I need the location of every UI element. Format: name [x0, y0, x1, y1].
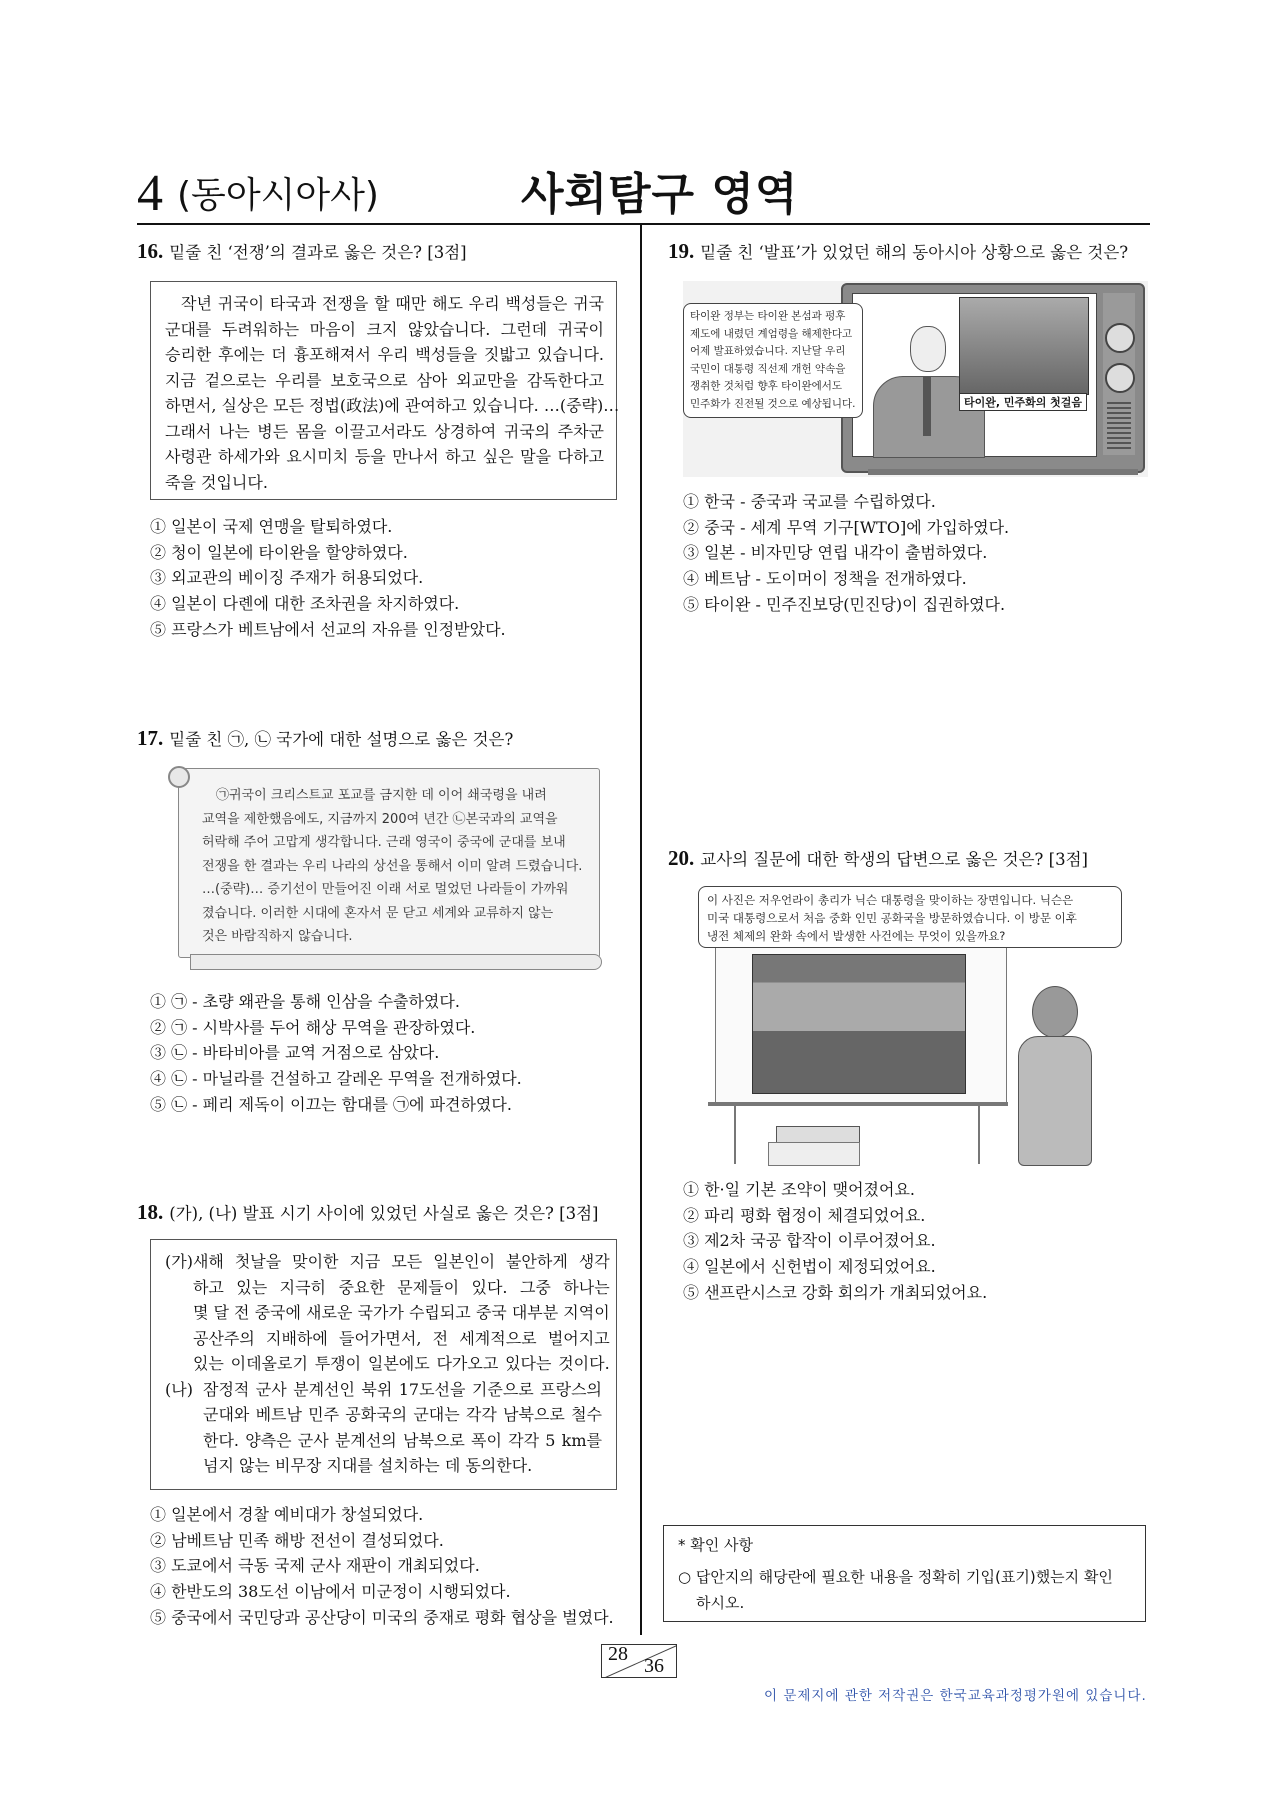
passage-line: 죽을 것입니다. [165, 472, 268, 492]
choice-1[interactable]: ① 일본이 국제 연맹을 탈퇴하였다. [150, 517, 393, 536]
page-current: 28 [608, 1644, 628, 1665]
choice-4[interactable]: ④ ㉡ - 마닐라를 건설하고 갈레온 무역을 전개하였다. [150, 1069, 522, 1089]
passage-line: 작년 귀국이 타국과 전쟁을 할 때만 해도 우리 백성들은 귀국 [181, 294, 604, 313]
passage-line: ㉠귀국이 크리스트교 포교를 금지한 데 이어 쇄국령을 내려 [216, 788, 547, 803]
choice-5[interactable]: ⑤ 중국에서 국민당과 공산당이 미국의 중재로 평화 협상을 벌였다. [150, 1607, 614, 1627]
question-16-choices [150, 514, 506, 643]
choice-2[interactable]: ② 청이 일본에 타이완을 할양하였다. [150, 542, 408, 562]
bubble-line: 이 사진은 저우언라이 총리가 닉슨 대통령을 맞이하는 장면입니다. 닉슨은 [707, 893, 1074, 907]
bubble-line: 국민이 대통령 직선제 개헌 약속을 [690, 362, 846, 375]
teacher-body [1018, 1036, 1092, 1166]
passage-line: 잠정적 군사 분계선인 북위 17도선을 기준으로 프랑스의 [203, 1379, 602, 1399]
question-18-passage [150, 1239, 617, 1490]
scroll-text [202, 784, 582, 949]
question-17-title [137, 727, 513, 751]
passage-line: 공산주의 지배하에 들어가면서, 전 세계적으로 벌어지고 [192, 1328, 610, 1348]
question-16-passage [150, 281, 620, 500]
scroll-roll-bottom [190, 954, 602, 970]
notice-title: * 확인 사항 [678, 1536, 753, 1554]
passage-line: 승리한 후에는 더 흉포해져서 우리 백성들을 짓밟고 있습니다. [165, 345, 604, 364]
subject-name: (동아시아사) [177, 175, 379, 216]
bubble-line: 타이완 정부는 타이완 본섬과 펑후 [690, 310, 846, 322]
passage-line: 지금 겉으로는 우리를 보호국으로 삼아 외교만을 감독한다고 [165, 370, 604, 390]
choice-1[interactable]: ① 한·일 기본 조약이 맺어졌어요. [683, 1180, 915, 1199]
passage-line: …(중략)… 증기선이 만들어진 이래 서로 멀었던 나라들이 가까워 [202, 882, 569, 897]
announcer-tie [923, 376, 931, 436]
inset-photo [959, 297, 1089, 395]
passage-line: 허락해 주어 고맙게 생각합니다. 근래 영국이 중국에 군대를 보내 [202, 835, 566, 850]
notice-box [663, 1525, 1146, 1622]
passage-line: 군대와 베트남 민주 공화국의 군대는 각각 남북으로 철수 [203, 1405, 602, 1424]
screen-leg [734, 1106, 736, 1164]
speech-bubble [698, 886, 1122, 948]
passage-line: 졌습니다. 이러한 시대에 혼자서 문 닫고 세계와 교류하지 않는 [202, 905, 554, 921]
notice-line: ○ 답안지의 해당란에 필요한 내용을 정확히 기입(표기)했는지 확인 [678, 1568, 1113, 1586]
passage-line: 하고 있는 지극히 중요한 문제들이 있다. 그중 하나는 [192, 1277, 610, 1297]
question-19-choices [683, 489, 1009, 618]
page-number-box [601, 1644, 677, 1678]
passage-line: 몇 달 전 중국에 새로운 국가가 수립되고 중국 대부분 지역이 [192, 1303, 610, 1322]
bubble-line: 민주화가 진전될 것으로 예상됩니다. [690, 397, 856, 410]
choice-4[interactable]: ④ 일본이 다롄에 대한 조차권을 차지하였다. [150, 594, 460, 614]
passage-line: 사령관 하세가와 요시미치 등을 만나서 하고 싶은 말을 다하고 [165, 447, 604, 466]
passage-line: 넘지 않는 비무장 지대를 설치하는 데 동의한다. [203, 1456, 533, 1475]
column-divider [640, 225, 642, 1635]
choice-3[interactable]: ③ 제2차 국공 합작이 이루어졌어요. [683, 1231, 936, 1251]
tv-knob-icon [1105, 323, 1135, 353]
choice-5[interactable]: ⑤ 타이완 - 민주진보당(민진당)이 집권하였다. [683, 594, 1006, 614]
choice-1[interactable]: ① 한국 - 중국과 국교를 수립하였다. [683, 492, 936, 511]
question-18-choices [150, 1502, 614, 1631]
passage-label: (나) [165, 1379, 193, 1399]
choice-3[interactable]: ③ 도쿄에서 극동 국제 군사 재판이 개최되었다. [150, 1556, 480, 1576]
question-number: 20. [668, 846, 695, 870]
question-16-title [137, 240, 467, 264]
passage-line: 있는 이데올로기 투쟁이 일본에도 다가오고 있다는 것이다. [192, 1354, 610, 1373]
bubble-line: 미국 대통령으로서 처음 중화 인민 공화국을 방문하였습니다. 이 방문 이후 [707, 911, 1077, 925]
choice-2[interactable]: ② ㉠ - 시박사를 두어 해상 무역을 관장하였다. [150, 1017, 476, 1037]
choice-2[interactable]: ② 남베트남 민족 해방 전선이 결성되었다. [150, 1530, 444, 1550]
question-18-title [137, 1201, 598, 1225]
passage-line: 하면서, 실상은 모든 정법(政法)에 관여하고 있습니다. …(중략)… [165, 396, 620, 415]
question-text: 교사의 질문에 대한 학생의 답변으로 옳은 것은? [3점] [700, 850, 1088, 869]
choice-5[interactable]: ⑤ 샌프란시스코 강화 회의가 개최되었어요. [683, 1282, 988, 1302]
choice-5[interactable]: ⑤ ㉡ - 페리 제독이 이끄는 함대를 ㉠에 파견하였다. [150, 1094, 512, 1114]
speech-bubble [683, 303, 863, 418]
question-20-choices [683, 1177, 987, 1306]
tv-control-panel [1103, 293, 1135, 455]
question-text: (가), (나) 발표 시기 사이에 있었던 사실로 옳은 것은? [3점] [169, 1204, 599, 1223]
choice-3[interactable]: ③ ㉡ - 바타비아를 교역 거점으로 삼았다. [150, 1043, 440, 1063]
passage-line: 전쟁을 한 결과는 우리 나라의 상선을 통해서 이미 알려 드렸습니다. [202, 858, 583, 874]
bubble-line: 쟁취한 것처럼 향후 타이완에서도 [690, 380, 843, 392]
passage-na [165, 1377, 602, 1479]
choice-5[interactable]: ⑤ 프랑스가 베트남에서 선교의 자유를 인정받았다. [150, 619, 506, 639]
passage-line: 군대를 두려워하는 마음이 크지 않았습니다. 그런데 귀국이 [165, 319, 604, 339]
choice-1[interactable]: ① 일본에서 경찰 예비대가 창설되었다. [150, 1505, 424, 1524]
question-text: 밑줄 친 ‘발표’가 있었던 해의 동아시아 상황으로 옳은 것은? [700, 243, 1129, 262]
inset-caption: 타이완, 민주화의 첫걸음 [959, 393, 1087, 411]
question-19-illustration [683, 281, 1148, 477]
screen-leg [978, 1106, 980, 1164]
passage-line: 그래서 나는 병든 몸을 이끌고서라도 상경하여 귀국의 주차군 [165, 421, 604, 441]
passage-line: 것은 바람직하지 않습니다. [202, 929, 353, 944]
passage-line: 한다. 양측은 군사 분계선의 남북으로 폭이 각각 5 km를 [203, 1430, 602, 1450]
screen-bar [708, 1102, 1008, 1106]
passage-label: (가) [165, 1252, 193, 1271]
choice-3[interactable]: ③ 일본 - 비자민당 연립 내각이 출범하였다. [683, 543, 988, 563]
passage-ga [165, 1249, 610, 1377]
page-total: 36 [644, 1655, 664, 1677]
announcer-head [910, 326, 946, 372]
bubble-line: 제도에 내렸던 계엄령을 해제한다고 [690, 327, 853, 340]
question-number: 19. [668, 239, 695, 263]
scroll-curl-top-icon [168, 766, 190, 788]
question-20-title [668, 847, 1088, 871]
choice-1[interactable]: ① ㉠ - 초량 왜관을 통해 인삼을 수출하였다. [150, 992, 460, 1011]
passage-line: 새해 첫날을 맞이한 지금 모든 일본인이 불안하게 생각 [192, 1252, 610, 1271]
choice-4[interactable]: ④ 일본에서 신헌법이 제정되었어요. [683, 1257, 936, 1277]
page-title: 사회탐구 영역 [521, 169, 799, 220]
choice-4[interactable]: ④ 한반도의 38도선 이남에서 미군정이 시행되었다. [150, 1582, 511, 1602]
passage-line: 교역을 제한했음에도, 지금까지 200여 년간 ㉡본국과의 교역을 [202, 811, 558, 827]
question-17-scroll [168, 766, 604, 976]
copyright-notice: 이 문제지에 관한 저작권은 한국교육과정평가원에 있습니다. [764, 1688, 1147, 1704]
bubble-line: 어제 발표하였습니다. 지난달 우리 [690, 345, 846, 357]
question-19-title [668, 240, 1128, 264]
question-17-choices [150, 989, 522, 1118]
tv-stand [868, 469, 1138, 475]
teacher-head [1032, 986, 1078, 1038]
projector-table [768, 1142, 860, 1166]
question-number: 17. [137, 726, 164, 750]
notice-line: 하시오. [696, 1594, 745, 1612]
choice-3[interactable]: ③ 외교관의 베이징 주재가 허용되었다. [150, 568, 424, 588]
choice-4[interactable]: ④ 베트남 - 도이머이 정책을 전개하였다. [683, 569, 967, 589]
photo-nixon-zhou [752, 954, 966, 1094]
choice-2[interactable]: ② 파리 평화 협정이 체결되었어요. [683, 1205, 926, 1225]
choice-2[interactable]: ② 중국 - 세계 무역 기구[WTO]에 가입하였다. [683, 517, 1010, 537]
question-number: 16. [137, 239, 164, 263]
bubble-line: 냉전 체제의 완화 속에서 발생한 사건에는 무엇이 있을까요? [707, 929, 1006, 943]
question-text: 밑줄 친 ‘전쟁’의 결과로 옳은 것은? [3점] [169, 243, 467, 262]
tv-speaker-grill [1107, 401, 1131, 449]
header-rule [137, 223, 1150, 225]
question-number: 18. [137, 1200, 164, 1224]
tv-knob-icon [1105, 363, 1135, 393]
question-20-illustration [698, 886, 1124, 1166]
subject-number: 4 [137, 165, 163, 222]
question-text: 밑줄 친 ㉠, ㉡ 국가에 대한 설명으로 옳은 것은? [169, 730, 514, 749]
